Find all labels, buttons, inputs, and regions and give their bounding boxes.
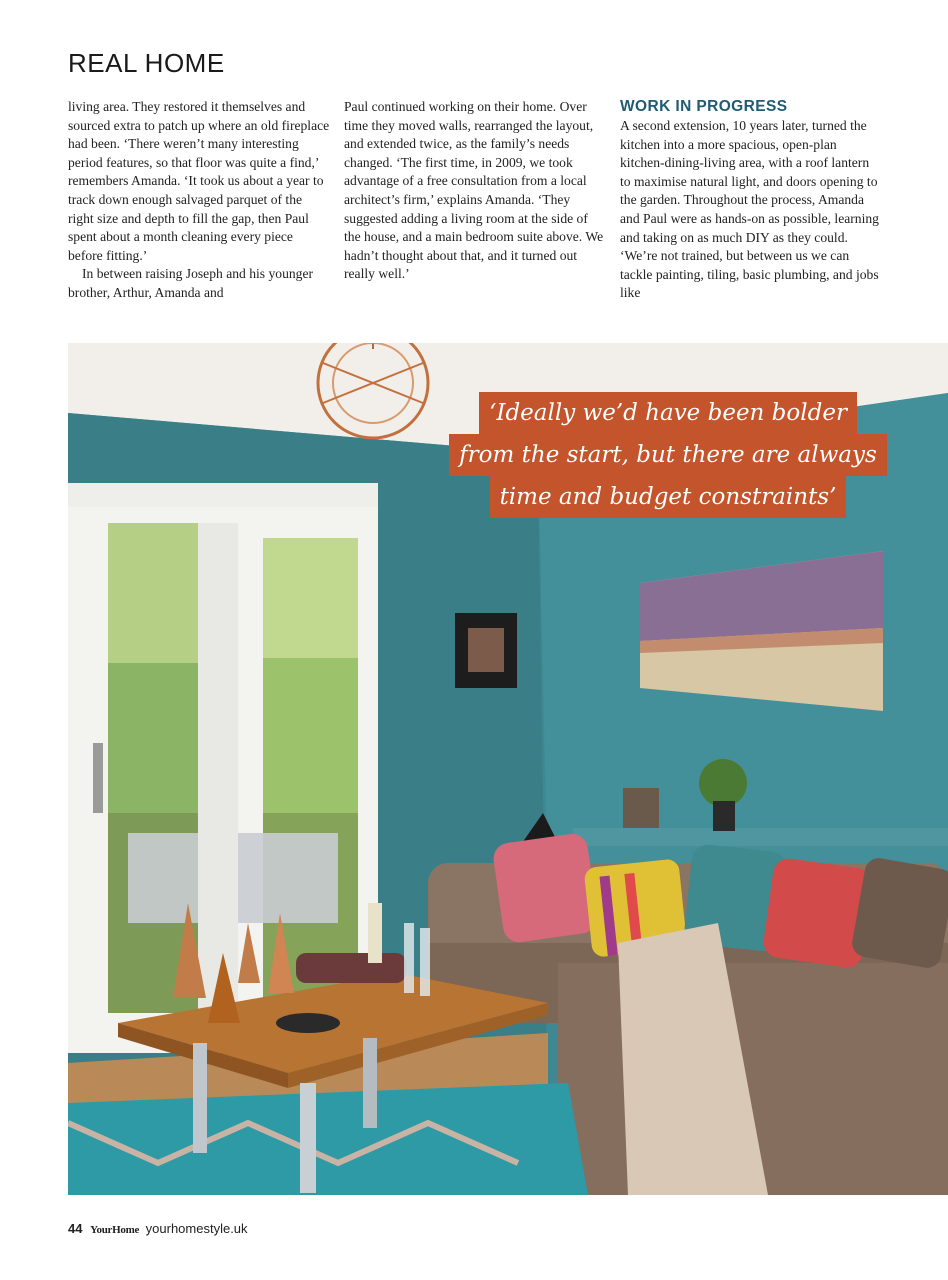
text-column-3	[620, 98, 882, 303]
work-in-progress-subhead: WORK IN PROGRESS	[620, 98, 788, 115]
pull-quote-line-1: ‘Ideally we’d have been bolder	[479, 392, 857, 434]
page-footer	[68, 1221, 248, 1236]
section-title: REAL HOME	[68, 48, 225, 78]
page-number: 44	[68, 1221, 83, 1236]
pull-quote-line-2: from the start, but there are always	[449, 434, 887, 476]
pull-quote	[448, 392, 888, 518]
column-1-paragraph-2: In between raising Joseph and his younger brother, Arthur, Amanda and	[68, 266, 314, 300]
text-column-1	[68, 98, 330, 303]
column-1-paragraph-1: living area. They restored it themselves and sourced extra to patch up where an old fireplace had been. ‘There weren’t many interesting period features, so that floor was quite a find,’ remembers Amanda. ‘It took us about a year to track down enough salvaged parquet of the right size and depth to fill the gap, then Paul spent about a month cleaning every piece before fitting.’	[68, 99, 330, 263]
brand-logo-text: YourHome	[90, 1224, 140, 1236]
pull-quote-line-3: time and budget constraints’	[490, 476, 847, 518]
column-3-paragraph-1: A second extension, 10 years later, turned the kitchen into a more spacious, open-plan kitchen-dining-living area, with a roof lantern to maximise natural light, and doors opening to the garden. Throughout the process, Amanda and Paul were as hands-on as possible, learning and taking on as much DIY as they could. ‘We’re not trained, but between us we can tackle painting, tiling, basic plumbing, and jobs like	[620, 118, 879, 301]
column-2-paragraph-1: Paul continued working on their home. Over time they moved walls, rearranged the layout, and extended twice, as the family’s needs changed. ‘The first time, in 2009, we took advantage of a free consultation from a local architect’s firm,’ explains Amanda. ‘They suggested adding a living room at the side of the house, and a main bedroom suite above. We hadn’t thought about that, and it turned out really well.’	[344, 99, 604, 282]
website-url: yourhomestyle.uk	[145, 1221, 248, 1236]
text-column-2	[344, 98, 606, 284]
